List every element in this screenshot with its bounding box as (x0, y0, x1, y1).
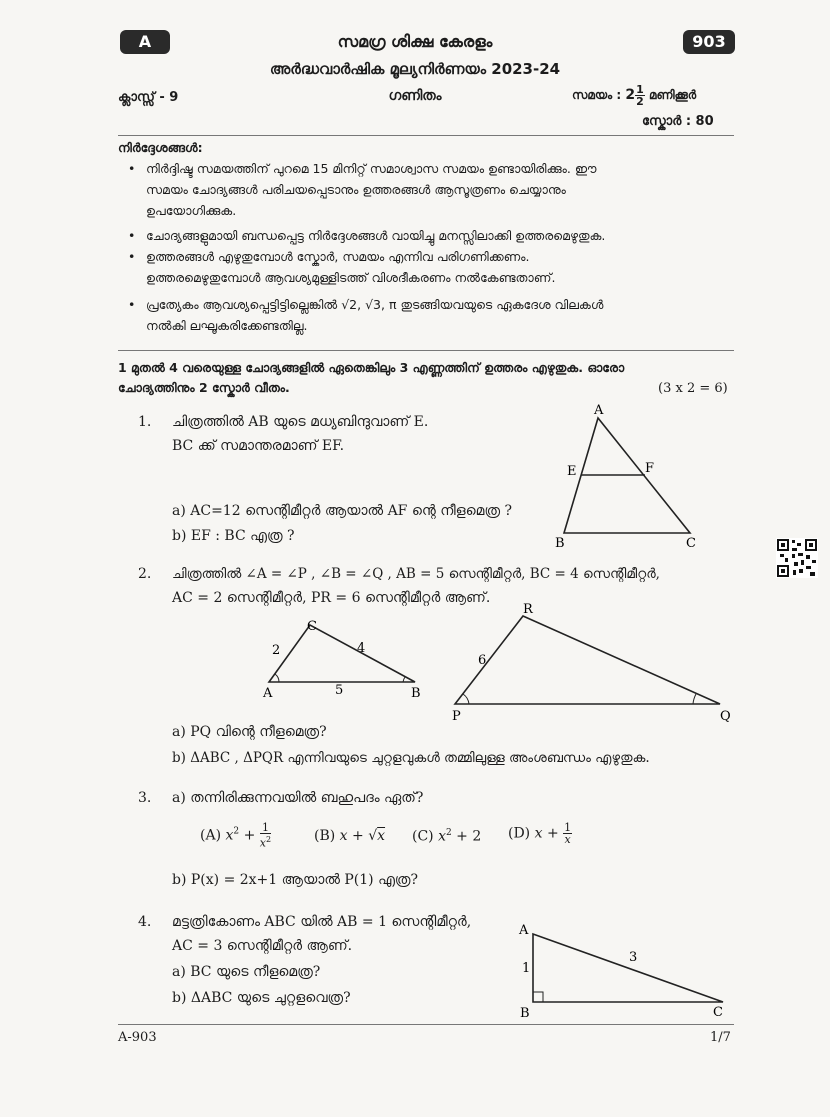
vertex-b-label: B (520, 1006, 530, 1021)
option-c-label: (C) (412, 828, 434, 845)
qr-code (776, 538, 818, 578)
instructions-heading: നിർദ്ദേശങ്ങൾ: (118, 140, 203, 155)
vertex-b-label: B (555, 536, 565, 551)
q3-option-b: (B) x + √x (314, 828, 386, 844)
q3-part-a: a) തന്നിരിക്കുന്നവയിൽ ബഹുപദം ഏത്? (172, 790, 424, 806)
q1-part-b: b) EF : BC എത്ര ? (172, 528, 295, 544)
instruction-line: ഉപയോഗിക്കുക. (146, 203, 237, 218)
time-whole: 2 (625, 87, 636, 103)
angle-q-arc (693, 694, 696, 704)
instruction-line: ഉത്തരങ്ങൾ എഴുതുമ്പോൾ സ്കോർ, സമയം എന്നിവ പരിഗണിക്കണം. (146, 249, 530, 264)
instruction-line: നൽകി ലഘൂകരിക്കേണ്ടതില്ല. (146, 318, 308, 333)
option-a-label: (A) (200, 827, 222, 844)
vertex-b-label: B (411, 686, 421, 701)
q2-part-a: a) PQ വിന്റെ നീളമെത്ര? (172, 724, 327, 740)
side-ac-length: 2 (272, 643, 281, 658)
side-cb-length: 4 (357, 641, 366, 656)
vertex-q-label: Q (720, 709, 731, 724)
instruction-item: • ഉത്തരങ്ങൾ എഴുതുമ്പോൾ സ്കോർ, സമയം എന്നിവ പരിഗണിക്കണം. ഉത്തരമെഴുതുമ്പോൾ ആവശ്യമുള്ളിടത്ത് വിശദീകരണം നൽകേണ്ടതാണ്. (128, 246, 738, 288)
q3-option-d: (D) x + $\frac{1}{x}$ (508, 821, 572, 846)
footer-paper-code: A-903 (118, 1030, 157, 1045)
vertex-a-label: A (519, 923, 529, 938)
angle-a-arc (275, 674, 279, 682)
vertex-c-label: C (686, 536, 696, 551)
angle-p-arc (463, 694, 469, 704)
instruction-item: • ചോദ്യങ്ങളുമായി ബന്ധപ്പെട്ട നിർദ്ദേശങ്ങൾ വായിച്ചു മനസ്സിലാക്കി ഉത്തരമെഴുതുക. (128, 225, 738, 246)
paper-code-badge: 903 (683, 30, 735, 54)
time-numerator: 1 (636, 83, 644, 96)
q2-part-b: b) ΔABC , ΔPQR എന്നിവയുടെ ചുറ്റളവുകൾ തമ്മിലുള്ള അംശബന്ധം എഴുതുക. (172, 750, 650, 766)
total-score: സ്കോർ : 80 (642, 114, 714, 129)
q1-part-a: a) AC=12 സെന്റിമീറ്റർ ആയാൽ AF ന്റെ നീളമെത്ര ? (172, 503, 512, 519)
q4-statement-line2: AC = 3 സെന്റിമീറ്റർ ആണ്. (172, 938, 353, 954)
q2-statement-line1: ചിത്രത്തിൽ ∠A = ∠P , ∠B = ∠Q , AB = 5 സെന്റിമീറ്റർ, BC = 4 സെന്റിമീറ്റർ, (172, 566, 660, 582)
time-label: സമയം : (572, 88, 622, 102)
instructions-list (128, 158, 738, 336)
q3-part-b: b) P(x) = 2x+1 ആയാൽ P(1) എത്ര? (172, 872, 418, 888)
instruction-item: • പ്രത്യേകം ആവശ്യപ്പെട്ടിട്ടില്ലെങ്കിൽ √2, √3, π തുടങ്ങിയവയുടെ ഏകദേശ വിലകൾ നൽകി ലഘൂകരിക്കേണ്ടതില്ല. (128, 294, 738, 336)
section-instruction-line2: ചോദ്യത്തിനും 2 സ്കോർ വീതം. (118, 380, 290, 395)
instruction-line: പ്രത്യേകം ആവശ്യപ്പെട്ടിട്ടില്ലെങ്കിൽ √2, √3, π തുടങ്ങിയവയുടെ ഏകദേശ വിലകൾ (146, 297, 604, 312)
instructions-divider (118, 350, 734, 351)
section-marks: (3 x 2 = 6) (658, 381, 728, 396)
vertex-a-label: A (263, 686, 273, 701)
instruction-line: ഉത്തരമെഴുതുമ്പോൾ ആവശ്യമുള്ളിടത്ത് വിശദീകരണം നൽകേണ്ടതാണ്. (146, 270, 556, 285)
q2-statement-line2: AC = 2 സെന്റിമീറ്റർ, PR = 6 സെന്റിമീറ്റർ ആണ്. (172, 590, 491, 606)
question-number: 3. (138, 790, 152, 806)
triangle-abc (269, 625, 415, 682)
q4-right-triangle-figure (505, 916, 745, 1022)
vertex-p-label: P (452, 709, 461, 724)
q4-part-a: a) BC യുടെ നീളമെത്ര? (172, 964, 321, 980)
instruction-line: സമയം ചോദ്യങ്ങൾ പരിചയപ്പെടാനും ഉത്തരങ്ങൾ ആസൂത്രണം ചെയ്യാനും (146, 182, 566, 197)
q4-part-b: b) ΔABC യുടെ ചുറ്റളവെത്ര? (172, 990, 351, 1006)
q4-statement-line1: മട്ടത്രികോണം ABC യിൽ AB = 1 സെന്റിമീറ്റർ, (172, 914, 472, 930)
fraction-1-over-x2: $\frac{1}{x^2}$ (259, 821, 272, 850)
side-ac-length: 3 (629, 950, 638, 965)
fraction-1-over-x: $\frac{1}{x}$ (564, 821, 572, 846)
instruction-line: നിർദ്ദിഷ്ട സമയത്തിന് പുറമെ 15 മിനിറ്റ് സമാശ്വാസ സമയം ഉണ്ടായിരിക്കും. ഈ (146, 161, 597, 176)
q2-figures (255, 598, 745, 728)
footer-page-number: 1/7 (710, 1030, 731, 1045)
q1-triangle-figure (550, 400, 710, 552)
time-unit: മണിക്കൂർ (648, 88, 697, 102)
instruction-item: • നിർദ്ദിഷ്ട സമയത്തിന് പുറമെ 15 മിനിറ്റ് സമാശ്വാസ സമയം ഉണ്ടായിരിക്കും. ഈ സമയം ചോദ്യങ്ങൾ പരിചയപ്പെടാനും ഉത്തരങ്ങൾ ആസൂത്രണം ചെയ്യാനും ഉപയോഗിക്കുക. (128, 158, 738, 221)
q3-option-c: (C) $x^2 + 2$ (412, 828, 482, 845)
time-fraction (635, 84, 645, 107)
q1-statement-line1: ചിത്രത്തിൽ AB യുടെ മധ്യബിന്ദുവാണ് E. (172, 414, 429, 430)
header-divider (118, 135, 734, 136)
set-badge: A (120, 30, 170, 54)
question-number: 4. (138, 914, 152, 930)
side-ab-length: 1 (522, 961, 531, 976)
question-number: 2. (138, 566, 152, 582)
instruction-line: ചോദ്യങ്ങളുമായി ബന്ധപ്പെട്ട നിർദ്ദേശങ്ങൾ വായിച്ചു മനസ്സിലാക്കി ഉത്തരമെഴുതുക. (146, 228, 606, 243)
exam-title: അർദ്ധവാർഷിക മൂല്യനിർണയം 2023-24 (269, 60, 561, 78)
time-allowed (572, 84, 696, 107)
q3-option-a: (A) $x^2$ + $\frac{1}{x^2}$ (200, 821, 272, 850)
question-number: 1. (138, 414, 152, 430)
q1-statement-line2: BC ക്ക് സമാന്തരമാണ് EF. (172, 438, 345, 454)
vertex-c-label: C (713, 1005, 723, 1020)
point-f-label: F (645, 461, 655, 476)
subject-title: ഗണിതം (388, 88, 442, 104)
vertex-r-label: R (523, 602, 533, 617)
time-denominator: 2 (636, 95, 644, 108)
vertex-a-label: A (594, 403, 604, 418)
option-d-label: (D) (508, 825, 531, 842)
vertex-c-label: C (307, 619, 317, 634)
right-angle-mark (533, 992, 543, 1002)
triangle-pqr (455, 616, 720, 704)
point-e-label: E (567, 464, 577, 479)
class-label: ക്ലാസ്സ് - 9 (118, 90, 179, 105)
org-title: സമഗ്ര ശിക്ഷ കേരളം (337, 32, 493, 51)
footer-divider (118, 1024, 734, 1025)
section-instruction-line1: 1 മുതൽ 4 വരെയുള്ള ചോദ്യങ്ങളിൽ ഏതെങ്കിലും 3 എണ്ണത്തിന് ഉത്തരം എഴുതുക. ഓരോ (118, 360, 625, 375)
side-ab-length: 5 (335, 683, 344, 698)
option-b-label: (B) (314, 828, 336, 844)
side-pr-length: 6 (478, 653, 487, 668)
triangle-abc (533, 934, 723, 1002)
